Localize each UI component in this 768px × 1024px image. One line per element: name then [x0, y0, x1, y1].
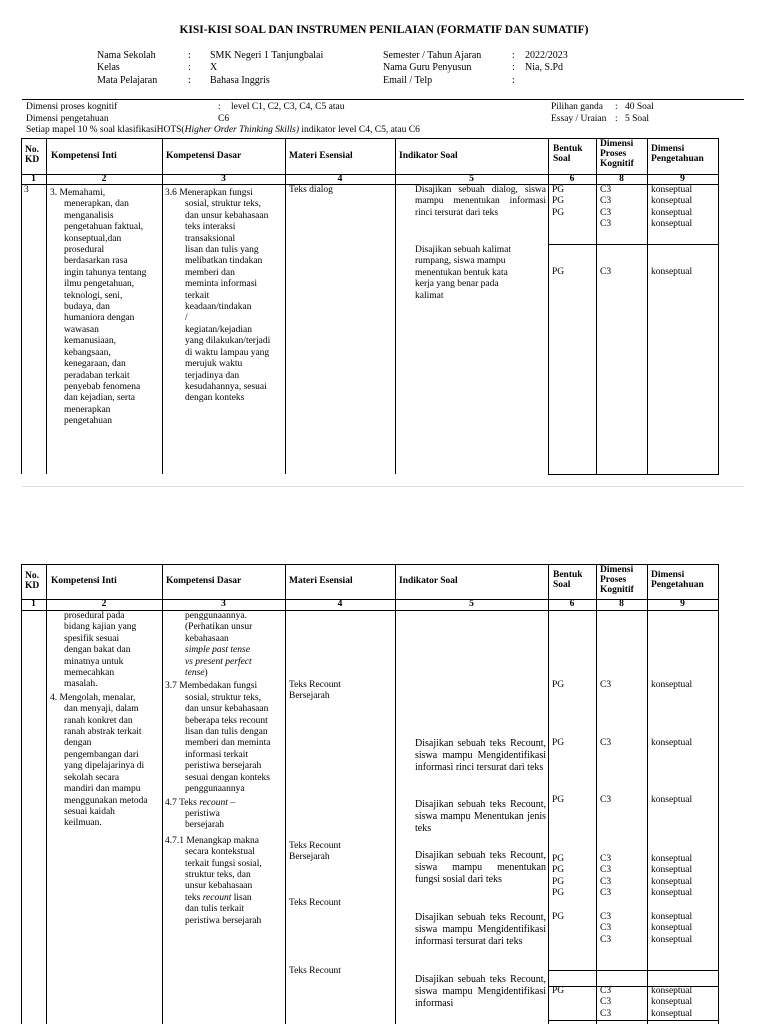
kompetensi-inti-text: prosedural pada bidang kajian yang spesifik sesuai dengan bakat dan minatnya untuk memecahkan masalah. 4. Mengolah, menalar, dan menyaji, dalam ranah konkret dan ranah abstrak terkait dengan pengembangan dari yang dipelajarinya di sekolah secara mandiri dan mampu menggunakan metoda sesuai kaidah keilmuan.	[50, 611, 148, 829]
dimensi-pengetahuan: konseptual	[651, 795, 693, 805]
dimensi-proses: C3	[600, 738, 612, 748]
header-no-kd: No. KD	[25, 571, 40, 591]
semester-label: Semester / Tahun Ajaran	[383, 50, 482, 61]
email-label: Email / Telp	[383, 75, 433, 86]
col-number: 8	[619, 599, 624, 609]
bentuk-soal: PG	[552, 267, 565, 277]
col-number: 5	[469, 599, 474, 609]
dimensi-pengetahuan: konseptual konseptual konseptual konseptual	[651, 185, 693, 230]
indikator-soal: Disajikan sebuah teks Recount, siswa mampu Mengidentifikasi informasi tersurat dari teks	[415, 912, 546, 947]
colon: :	[218, 102, 221, 112]
col-number: 6	[569, 174, 575, 184]
col-number: 4	[337, 174, 343, 184]
indikator-soal: Disajikan sebuah teks Recount, siswa mampu Menentukan jenis teks	[415, 799, 546, 834]
colon: :	[512, 50, 515, 61]
header-dimensi-proses: Dimensi Proses Kognitif	[600, 565, 634, 595]
indikator-soal: Disajikan sebuah teks Recount, siswa mampu menentukan fungsi sosial dari teks	[415, 850, 546, 885]
kompetensi-inti-text: 3. Memahami, menerapkan, dan menganalisis pengetahuan faktual, konseptual,dan prosedural berdasarkan rasa ingin tahunya tentang ilmu pengetahuan, teknologi, seni, budaya, dan humaniora dengan wawasan kemanusiaan, kebangsaan, kenegaraan, dan peradaban terkait penyebab fenomena dan kejadian, serta menerapkan pengetahuan	[50, 188, 147, 427]
materi-esensial: Teks Recount	[289, 898, 341, 908]
header-indikator-soal: Indikator Soal	[399, 151, 458, 161]
header-kompetensi-dasar: Kompetensi Dasar	[166, 576, 242, 586]
indikator-soal: Disajikan sebuah dialog, siswa mampu menentukan informasi rinci tersurat dari teks	[415, 185, 546, 218]
col-number: 2	[101, 599, 107, 609]
bentuk-soal: PG	[552, 986, 565, 996]
materi-esensial: Teks Recount	[289, 966, 341, 976]
colon: :	[615, 102, 618, 112]
dimensi-pengetahuan: konseptual	[651, 738, 693, 748]
bentuk-soal: PG PG PG PG	[552, 854, 565, 899]
colon: :	[512, 62, 515, 73]
kelas-value: X	[210, 62, 218, 73]
materi-esensial: Teks Recount Bersejarah	[289, 841, 341, 863]
col-number: 9	[680, 599, 685, 609]
mapel-label: Mata Pelajaran	[97, 75, 158, 86]
bentuk-soal: PG PG PG	[552, 185, 565, 218]
dimensi-proses: C3 C3 C3 C3	[600, 185, 612, 230]
colon: :	[512, 75, 515, 86]
essay-value: 5 Soal	[625, 114, 650, 124]
col-number: 8	[619, 174, 624, 184]
col-number: 6	[569, 599, 575, 609]
hots-note: Setiap mapel 10 % soal klasifikasiHOTS(Higher Order Thinking Skills) indikator level C4, C5, atau C6	[26, 125, 420, 135]
nama-sekolah-label: Nama Sekolah	[97, 50, 156, 61]
header-kompetensi-dasar: Kompetensi Dasar	[166, 151, 242, 161]
materi-esensial: Teks Recount Bersejarah	[289, 680, 341, 702]
materi-esensial: Teks dialog	[289, 185, 333, 195]
dimensi-pengetahuan: konseptual	[651, 680, 693, 690]
essay-label: Essay / Uraian	[551, 114, 607, 124]
dimensi-pengetahuan: konseptual konseptual konseptual konseptual	[651, 854, 693, 899]
pg-label: Pilihan ganda	[551, 102, 603, 112]
document-title: KISI-KISI SOAL DAN INSTRUMEN PENILAIAN (FORMATIF DAN SUMATIF)	[179, 24, 589, 36]
header-dimensi-proses: Dimensi Proses Kognitif	[600, 139, 634, 169]
col-number: 5	[469, 174, 474, 184]
colon: :	[615, 114, 618, 124]
header-indikator-soal: Indikator Soal	[399, 576, 458, 586]
dimensi-proses: C3 C3 C3 C3	[600, 854, 612, 899]
dimensi-proses: C3 C3 C3	[600, 912, 612, 945]
colon: :	[188, 75, 191, 86]
semester-value: 2022/2023	[525, 50, 568, 61]
header-bentuk-soal: Bentuk Soal	[553, 570, 583, 590]
header-no-kd: No. KD	[25, 145, 40, 165]
header-divider	[22, 99, 744, 100]
kompetensi-dasar-text: 3.6 Menerapkan fungsi sosial, struktur teks, dan unsur kebahasaan teks interaksi transaksional lisan dan tulis yang melibatkan tindakan memberi dan meminta informasi terkait keadaan/tindakan / kegiatan/kejadian yang dilakukan/terjadi di waktu lampau yang merujuk waktu terjadinya dan kesudahannya, sesuai dengan konteks	[165, 188, 271, 404]
bentuk-soal: PG	[552, 795, 565, 805]
dimensi-pengetahuan: konseptual	[651, 267, 693, 277]
bentuk-soal: PG	[552, 912, 565, 922]
header-dimensi-pengetahuan: Dimensi Pengetahuan	[651, 144, 704, 164]
dimensi-proses-value: level C1, C2, C3, C4, C5 atau	[231, 102, 345, 112]
header-bentuk-soal: Bentuk Soal	[553, 144, 583, 164]
dimensi-proses-label: Dimensi proses kognitif	[26, 102, 118, 112]
bentuk-soal: PG	[552, 738, 565, 748]
colon: :	[188, 62, 191, 73]
guru-label: Nama Guru Penyusun	[383, 62, 472, 73]
indikator-soal: Disajikan sebuah teks Recount, siswa mampu Mengidentifikasi informasi	[415, 974, 546, 1009]
page-separator	[22, 486, 744, 487]
dimensi-pengetahuan: konseptual konseptual konseptual	[651, 912, 693, 945]
dimensi-proses: C3	[600, 795, 612, 805]
mapel-value: Bahasa Inggris	[210, 75, 270, 86]
kelas-label: Kelas	[97, 62, 120, 73]
nama-sekolah-value: SMK Negeri 1 Tanjungbalai	[210, 50, 324, 61]
dimensi-proses: C3	[600, 680, 612, 690]
header-materi-esensial: Materi Esensial	[289, 151, 353, 161]
kompetensi-dasar-text: penggunaannya. (Perhatikan unsur kebahasaan simple past tense vs present perfect tense) 3.7 Membedakan fungsi sosial, struktur teks, dan unsur kebahasaan beberapa teks recount lisan dan tulis dengan memberi dan meminta informasi terkait peristiwa bersejarah sesuai dengan konteks penggunaannya 4.7 Teks recount – peristiwa bersejarah 4.7.1 Menangkap makna secara kontekstual terkait fungsi sosial, struktur teks, dan unsur kebahasaan teks recount lisan dan tulis terkait peristiwa bersejarah	[165, 611, 271, 926]
dimensi-proses: C3	[600, 267, 612, 277]
col-number: 1	[31, 174, 36, 184]
col-number: 2	[101, 174, 107, 184]
col-number: 3	[221, 599, 226, 609]
guru-value: Nia, S.Pd	[525, 62, 564, 73]
header-dimensi-pengetahuan: Dimensi Pengetahuan	[651, 570, 704, 590]
kd-number: 3	[24, 185, 29, 195]
bentuk-soal: PG	[552, 680, 565, 690]
dimensi-proses: C3 C3 C3	[600, 986, 612, 1019]
dimensi-pengetahuan: konseptual konseptual konseptual	[651, 986, 693, 1019]
indikator-soal: Disajikan sebuah kalimat rumpang, siswa mampu menentukan bentuk kata kerja yang benar pada kalimat	[415, 245, 512, 301]
col-number: 1	[31, 599, 36, 609]
col-number: 4	[337, 599, 343, 609]
header-kompetensi-inti: Kompetensi Inti	[51, 151, 117, 161]
pg-value: 40 Soal	[625, 102, 654, 112]
colon: :	[188, 50, 191, 61]
header-kompetensi-inti: Kompetensi Inti	[51, 576, 117, 586]
indikator-soal: Disajikan sebuah teks Recount, siswa mampu Mengidentifikasi informasi rinci tersurat dari teks	[415, 738, 546, 773]
dimensi-pengetahuan-value: C6	[218, 114, 230, 124]
col-number: 3	[221, 174, 226, 184]
header-materi-esensial: Materi Esensial	[289, 576, 353, 586]
col-number: 9	[680, 174, 685, 184]
dimensi-pengetahuan-label: Dimensi pengetahuan	[26, 114, 109, 124]
